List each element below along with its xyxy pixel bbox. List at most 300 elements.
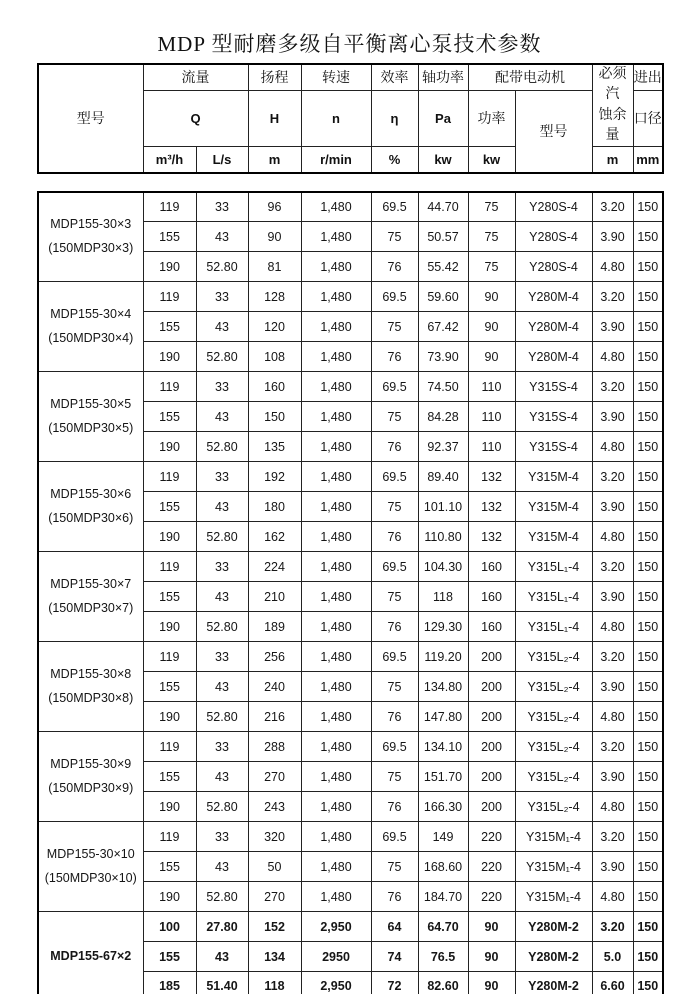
cell-flow-m3h: 119 bbox=[143, 372, 196, 402]
cell-motor-model: Y280S-4 bbox=[515, 192, 592, 222]
cell-motor-power-kw: 75 bbox=[468, 252, 515, 282]
cell-head-m: 81 bbox=[248, 252, 301, 282]
cell-npsh-m: 4.80 bbox=[592, 432, 633, 462]
pump-model-cell bbox=[38, 912, 143, 994]
header-port-line1: 进出 bbox=[633, 64, 663, 90]
cell-flow-m3h: 119 bbox=[143, 462, 196, 492]
cell-speed-rpm: 1,480 bbox=[301, 642, 371, 672]
cell-flow-ls: 52.80 bbox=[196, 432, 248, 462]
cell-flow-ls: 33 bbox=[196, 822, 248, 852]
cell-speed-rpm: 1,480 bbox=[301, 822, 371, 852]
cell-shaft-power-kw: 147.80 bbox=[418, 702, 468, 732]
cell-head-m: 270 bbox=[248, 762, 301, 792]
cell-motor-power-kw: 220 bbox=[468, 822, 515, 852]
cell-port-mm: 150 bbox=[633, 282, 663, 312]
cell-motor-model: Y315L₂-4 bbox=[515, 732, 592, 762]
cell-flow-ls: 43 bbox=[196, 312, 248, 342]
cell-flow-m3h: 190 bbox=[143, 612, 196, 642]
cell-port-mm: 150 bbox=[633, 792, 663, 822]
cell-head-m: 240 bbox=[248, 672, 301, 702]
cell-head-m: 180 bbox=[248, 492, 301, 522]
header-flow-unit-m3h: m³/h bbox=[143, 147, 196, 173]
cell-npsh-m: 4.80 bbox=[592, 342, 633, 372]
pump-model-cell bbox=[38, 462, 143, 552]
cell-efficiency-pct: 75 bbox=[371, 582, 418, 612]
cell-shaft-power-kw: 74.50 bbox=[418, 372, 468, 402]
header-port-unit: mm bbox=[633, 147, 663, 173]
cell-npsh-m: 3.20 bbox=[592, 912, 633, 942]
cell-motor-power-kw: 132 bbox=[468, 522, 515, 552]
cell-motor-model: Y315L₁-4 bbox=[515, 612, 592, 642]
cell-motor-model: Y315M₁-4 bbox=[515, 852, 592, 882]
cell-flow-m3h: 155 bbox=[143, 852, 196, 882]
cell-flow-ls: 33 bbox=[196, 462, 248, 492]
cell-efficiency-pct: 69.5 bbox=[371, 372, 418, 402]
cell-port-mm: 150 bbox=[633, 402, 663, 432]
cell-head-m: 118 bbox=[248, 972, 301, 994]
cell-motor-model: Y280S-4 bbox=[515, 252, 592, 282]
cell-port-mm: 150 bbox=[633, 702, 663, 732]
header-shaft-power-unit: kw bbox=[418, 147, 468, 173]
cell-motor-power-kw: 110 bbox=[468, 432, 515, 462]
cell-port-mm: 150 bbox=[633, 642, 663, 672]
cell-flow-ls: 43 bbox=[196, 222, 248, 252]
cell-port-mm: 150 bbox=[633, 252, 663, 282]
cell-efficiency-pct: 69.5 bbox=[371, 642, 418, 672]
pump-model-name: MDP155-30×6 bbox=[50, 486, 132, 501]
cell-speed-rpm: 1,480 bbox=[301, 792, 371, 822]
cell-port-mm: 150 bbox=[633, 732, 663, 762]
pump-model-cell bbox=[38, 282, 143, 372]
cell-head-m: 162 bbox=[248, 522, 301, 552]
cell-port-mm: 150 bbox=[633, 582, 663, 612]
cell-speed-rpm: 1,480 bbox=[301, 492, 371, 522]
cell-speed-rpm: 1,480 bbox=[301, 522, 371, 552]
cell-head-m: 224 bbox=[248, 552, 301, 582]
cell-efficiency-pct: 76 bbox=[371, 252, 418, 282]
header-motor-model: 型号 bbox=[515, 90, 592, 173]
cell-npsh-m: 3.20 bbox=[592, 282, 633, 312]
header-motor-power-unit: kw bbox=[468, 147, 515, 173]
pump-model-alt-name: (150MDP30×4) bbox=[48, 330, 134, 345]
cell-speed-rpm: 2950 bbox=[301, 942, 371, 972]
cell-motor-model: Y315L₁-4 bbox=[515, 552, 592, 582]
cell-motor-model: Y315S-4 bbox=[515, 372, 592, 402]
cell-npsh-m: 3.90 bbox=[592, 492, 633, 522]
cell-npsh-m: 3.20 bbox=[592, 552, 633, 582]
header-flow-unit-ls: L/s bbox=[196, 147, 248, 173]
cell-shaft-power-kw: 89.40 bbox=[418, 462, 468, 492]
cell-flow-m3h: 190 bbox=[143, 432, 196, 462]
cell-shaft-power-kw: 119.20 bbox=[418, 642, 468, 672]
cell-port-mm: 150 bbox=[633, 612, 663, 642]
cell-speed-rpm: 1,480 bbox=[301, 312, 371, 342]
cell-port-mm: 150 bbox=[633, 192, 663, 222]
cell-head-m: 108 bbox=[248, 342, 301, 372]
cell-motor-model: Y315L₂-4 bbox=[515, 672, 592, 702]
pump-model-name: MDP155-30×7 bbox=[50, 576, 132, 591]
table-row bbox=[38, 642, 663, 672]
pump-model-name: MDP155-30×5 bbox=[50, 396, 132, 411]
cell-efficiency-pct: 69.5 bbox=[371, 282, 418, 312]
cell-port-mm: 150 bbox=[633, 912, 663, 942]
cell-flow-m3h: 119 bbox=[143, 282, 196, 312]
header-shaft-power-symbol: Pa bbox=[418, 90, 468, 147]
cell-port-mm: 150 bbox=[633, 372, 663, 402]
cell-shaft-power-kw: 67.42 bbox=[418, 312, 468, 342]
cell-efficiency-pct: 74 bbox=[371, 942, 418, 972]
header-npsh bbox=[592, 64, 633, 147]
header-npsh-unit: m bbox=[592, 147, 633, 173]
pump-model-cell bbox=[38, 642, 143, 732]
cell-shaft-power-kw: 82.60 bbox=[418, 972, 468, 994]
cell-port-mm: 150 bbox=[633, 492, 663, 522]
cell-motor-power-kw: 160 bbox=[468, 552, 515, 582]
cell-flow-m3h: 155 bbox=[143, 402, 196, 432]
cell-head-m: 288 bbox=[248, 732, 301, 762]
cell-npsh-m: 3.90 bbox=[592, 312, 633, 342]
table-row bbox=[38, 552, 663, 582]
cell-motor-model: Y315L₂-4 bbox=[515, 642, 592, 672]
cell-motor-model: Y280M-4 bbox=[515, 312, 592, 342]
pump-model-name: MDP155-30×4 bbox=[50, 306, 132, 321]
cell-head-m: 160 bbox=[248, 372, 301, 402]
cell-npsh-m: 6.60 bbox=[592, 972, 633, 994]
header-motor-power: 功率 bbox=[468, 90, 515, 147]
cell-motor-model: Y315M-4 bbox=[515, 492, 592, 522]
cell-npsh-m: 3.90 bbox=[592, 852, 633, 882]
table-row bbox=[38, 822, 663, 852]
cell-motor-model: Y315M₁-4 bbox=[515, 882, 592, 912]
table-row bbox=[38, 372, 663, 402]
cell-speed-rpm: 1,480 bbox=[301, 402, 371, 432]
cell-flow-m3h: 155 bbox=[143, 942, 196, 972]
header-npsh-line2: 蚀余量 bbox=[598, 107, 627, 143]
cell-motor-power-kw: 90 bbox=[468, 912, 515, 942]
cell-head-m: 216 bbox=[248, 702, 301, 732]
pump-model-cell bbox=[38, 372, 143, 462]
cell-efficiency-pct: 75 bbox=[371, 672, 418, 702]
header-head-unit: m bbox=[248, 147, 301, 173]
cell-efficiency-pct: 69.5 bbox=[371, 822, 418, 852]
cell-npsh-m: 4.80 bbox=[592, 612, 633, 642]
cell-npsh-m: 3.20 bbox=[592, 462, 633, 492]
cell-port-mm: 150 bbox=[633, 342, 663, 372]
cell-flow-m3h: 190 bbox=[143, 882, 196, 912]
cell-motor-model: Y280M-2 bbox=[515, 912, 592, 942]
cell-flow-ls: 52.80 bbox=[196, 702, 248, 732]
cell-head-m: 134 bbox=[248, 942, 301, 972]
cell-shaft-power-kw: 134.80 bbox=[418, 672, 468, 702]
cell-npsh-m: 3.90 bbox=[592, 672, 633, 702]
cell-speed-rpm: 1,480 bbox=[301, 732, 371, 762]
pump-model-alt-name: (150MDP30×9) bbox=[48, 780, 134, 795]
cell-motor-model: Y315L₂-4 bbox=[515, 702, 592, 732]
cell-motor-power-kw: 200 bbox=[468, 792, 515, 822]
cell-head-m: 210 bbox=[248, 582, 301, 612]
cell-efficiency-pct: 69.5 bbox=[371, 732, 418, 762]
cell-shaft-power-kw: 151.70 bbox=[418, 762, 468, 792]
cell-efficiency-pct: 69.5 bbox=[371, 462, 418, 492]
cell-speed-rpm: 1,480 bbox=[301, 852, 371, 882]
cell-motor-model: Y315M-4 bbox=[515, 462, 592, 492]
header-pump-model: 型号 bbox=[38, 64, 143, 173]
cell-motor-model: Y315S-4 bbox=[515, 432, 592, 462]
header-speed-unit: r/min bbox=[301, 147, 371, 173]
header-table bbox=[37, 63, 664, 174]
cell-npsh-m: 3.20 bbox=[592, 822, 633, 852]
cell-shaft-power-kw: 64.70 bbox=[418, 912, 468, 942]
pump-model-name: MDP155-30×10 bbox=[46, 846, 135, 861]
pump-model-alt-name: (150MDP30×8) bbox=[48, 690, 134, 705]
cell-motor-model: Y315L₂-4 bbox=[515, 792, 592, 822]
cell-motor-model: Y315L₂-4 bbox=[515, 762, 592, 792]
header-row-1 bbox=[38, 64, 663, 90]
cell-port-mm: 150 bbox=[633, 942, 663, 972]
cell-flow-m3h: 155 bbox=[143, 312, 196, 342]
cell-efficiency-pct: 69.5 bbox=[371, 192, 418, 222]
cell-shaft-power-kw: 59.60 bbox=[418, 282, 468, 312]
table-row bbox=[38, 192, 663, 222]
cell-shaft-power-kw: 50.57 bbox=[418, 222, 468, 252]
cell-motor-power-kw: 220 bbox=[468, 882, 515, 912]
cell-flow-ls: 33 bbox=[196, 282, 248, 312]
cell-motor-power-kw: 90 bbox=[468, 282, 515, 312]
cell-head-m: 90 bbox=[248, 222, 301, 252]
cell-head-m: 192 bbox=[248, 462, 301, 492]
cell-speed-rpm: 1,480 bbox=[301, 552, 371, 582]
cell-shaft-power-kw: 166.30 bbox=[418, 792, 468, 822]
cell-port-mm: 150 bbox=[633, 312, 663, 342]
cell-efficiency-pct: 76 bbox=[371, 612, 418, 642]
cell-port-mm: 150 bbox=[633, 552, 663, 582]
cell-motor-model: Y280M-2 bbox=[515, 972, 592, 994]
cell-speed-rpm: 1,480 bbox=[301, 882, 371, 912]
cell-speed-rpm: 1,480 bbox=[301, 702, 371, 732]
cell-port-mm: 150 bbox=[633, 762, 663, 792]
data-table bbox=[37, 191, 664, 994]
cell-efficiency-pct: 76 bbox=[371, 342, 418, 372]
pump-model-alt-name: (150MDP30×10) bbox=[44, 870, 137, 885]
header-shaft-power: 轴功率 bbox=[418, 64, 468, 90]
cell-shaft-power-kw: 73.90 bbox=[418, 342, 468, 372]
table-row bbox=[38, 462, 663, 492]
cell-motor-power-kw: 160 bbox=[468, 582, 515, 612]
cell-port-mm: 150 bbox=[633, 972, 663, 994]
table-row bbox=[38, 282, 663, 312]
pump-model-alt-name: (150MDP30×5) bbox=[48, 420, 134, 435]
cell-speed-rpm: 1,480 bbox=[301, 582, 371, 612]
cell-port-mm: 150 bbox=[633, 882, 663, 912]
cell-motor-power-kw: 90 bbox=[468, 312, 515, 342]
cell-head-m: 189 bbox=[248, 612, 301, 642]
cell-motor-model: Y315M-4 bbox=[515, 522, 592, 552]
pump-model-cell bbox=[38, 822, 143, 912]
pump-model-cell bbox=[38, 732, 143, 822]
cell-flow-m3h: 190 bbox=[143, 792, 196, 822]
pump-model-alt-name: (150MDP30×6) bbox=[48, 510, 134, 525]
cell-head-m: 270 bbox=[248, 882, 301, 912]
cell-flow-ls: 33 bbox=[196, 642, 248, 672]
cell-motor-power-kw: 110 bbox=[468, 402, 515, 432]
cell-motor-model: Y315L₁-4 bbox=[515, 582, 592, 612]
cell-npsh-m: 4.80 bbox=[592, 792, 633, 822]
cell-head-m: 96 bbox=[248, 192, 301, 222]
cell-motor-power-kw: 75 bbox=[468, 192, 515, 222]
cell-flow-m3h: 119 bbox=[143, 642, 196, 672]
header-speed-symbol: n bbox=[301, 90, 371, 147]
cell-npsh-m: 4.80 bbox=[592, 882, 633, 912]
cell-flow-m3h: 119 bbox=[143, 732, 196, 762]
cell-npsh-m: 4.80 bbox=[592, 252, 633, 282]
cell-head-m: 243 bbox=[248, 792, 301, 822]
pump-model-alt-name: (150MDP30×3) bbox=[48, 240, 134, 255]
header-motor: 配带电动机 bbox=[468, 64, 592, 90]
cell-npsh-m: 3.90 bbox=[592, 402, 633, 432]
pump-model-cell bbox=[38, 192, 143, 282]
cell-efficiency-pct: 75 bbox=[371, 312, 418, 342]
cell-port-mm: 150 bbox=[633, 822, 663, 852]
cell-shaft-power-kw: 92.37 bbox=[418, 432, 468, 462]
cell-motor-power-kw: 200 bbox=[468, 642, 515, 672]
cell-motor-power-kw: 160 bbox=[468, 612, 515, 642]
cell-efficiency-pct: 75 bbox=[371, 852, 418, 882]
cell-efficiency-pct: 75 bbox=[371, 402, 418, 432]
cell-npsh-m: 4.80 bbox=[592, 522, 633, 552]
page-title: MDP 型耐磨多级自平衡离心泵技术参数 bbox=[157, 32, 542, 56]
cell-efficiency-pct: 76 bbox=[371, 522, 418, 552]
pump-model-alt-name: (150MDP30×7) bbox=[48, 600, 134, 615]
header-efficiency: 效率 bbox=[371, 64, 418, 90]
cell-shaft-power-kw: 184.70 bbox=[418, 882, 468, 912]
cell-flow-ls: 43 bbox=[196, 762, 248, 792]
cell-flow-m3h: 190 bbox=[143, 522, 196, 552]
cell-head-m: 256 bbox=[248, 642, 301, 672]
table-row bbox=[38, 912, 663, 942]
cell-efficiency-pct: 72 bbox=[371, 972, 418, 994]
cell-efficiency-pct: 64 bbox=[371, 912, 418, 942]
cell-flow-ls: 43 bbox=[196, 402, 248, 432]
cell-efficiency-pct: 76 bbox=[371, 702, 418, 732]
cell-npsh-m: 3.90 bbox=[592, 762, 633, 792]
cell-port-mm: 150 bbox=[633, 522, 663, 552]
cell-shaft-power-kw: 101.10 bbox=[418, 492, 468, 522]
cell-flow-ls: 33 bbox=[196, 732, 248, 762]
cell-flow-m3h: 155 bbox=[143, 762, 196, 792]
cell-flow-m3h: 190 bbox=[143, 252, 196, 282]
pump-model-cell bbox=[38, 552, 143, 642]
cell-npsh-m: 4.80 bbox=[592, 702, 633, 732]
pump-model-name: MDP155-30×9 bbox=[50, 756, 132, 771]
cell-flow-ls: 33 bbox=[196, 372, 248, 402]
cell-head-m: 135 bbox=[248, 432, 301, 462]
cell-flow-m3h: 155 bbox=[143, 672, 196, 702]
cell-motor-model: Y280S-4 bbox=[515, 222, 592, 252]
cell-flow-m3h: 155 bbox=[143, 582, 196, 612]
cell-speed-rpm: 1,480 bbox=[301, 612, 371, 642]
pump-model-name: MDP155-67×2 bbox=[50, 948, 132, 963]
cell-flow-ls: 52.80 bbox=[196, 612, 248, 642]
cell-speed-rpm: 1,480 bbox=[301, 432, 371, 462]
cell-speed-rpm: 2,950 bbox=[301, 972, 371, 994]
cell-speed-rpm: 1,480 bbox=[301, 762, 371, 792]
cell-flow-ls: 43 bbox=[196, 492, 248, 522]
cell-motor-power-kw: 200 bbox=[468, 762, 515, 792]
cell-motor-power-kw: 90 bbox=[468, 342, 515, 372]
cell-motor-power-kw: 90 bbox=[468, 942, 515, 972]
cell-flow-ls: 27.80 bbox=[196, 912, 248, 942]
cell-motor-power-kw: 90 bbox=[468, 972, 515, 994]
cell-head-m: 50 bbox=[248, 852, 301, 882]
cell-flow-ls: 51.40 bbox=[196, 972, 248, 994]
cell-port-mm: 150 bbox=[633, 222, 663, 252]
header-efficiency-symbol: η bbox=[371, 90, 418, 147]
cell-shaft-power-kw: 104.30 bbox=[418, 552, 468, 582]
cell-motor-power-kw: 132 bbox=[468, 462, 515, 492]
cell-shaft-power-kw: 110.80 bbox=[418, 522, 468, 552]
cell-efficiency-pct: 76 bbox=[371, 882, 418, 912]
cell-shaft-power-kw: 118 bbox=[418, 582, 468, 612]
cell-speed-rpm: 1,480 bbox=[301, 342, 371, 372]
cell-speed-rpm: 1,480 bbox=[301, 222, 371, 252]
cell-speed-rpm: 1,480 bbox=[301, 192, 371, 222]
cell-npsh-m: 3.20 bbox=[592, 372, 633, 402]
cell-flow-m3h: 155 bbox=[143, 222, 196, 252]
pump-model-name: MDP155-30×3 bbox=[50, 217, 132, 232]
cell-port-mm: 150 bbox=[633, 672, 663, 702]
cell-motor-model: Y315M₁-4 bbox=[515, 822, 592, 852]
cell-motor-power-kw: 200 bbox=[468, 732, 515, 762]
cell-flow-m3h: 185 bbox=[143, 972, 196, 994]
header-flow-symbol: Q bbox=[143, 90, 248, 147]
cell-flow-m3h: 119 bbox=[143, 192, 196, 222]
cell-speed-rpm: 2,950 bbox=[301, 912, 371, 942]
cell-head-m: 128 bbox=[248, 282, 301, 312]
header-npsh-line1: 必须汽 bbox=[598, 67, 627, 103]
cell-port-mm: 150 bbox=[633, 432, 663, 462]
cell-motor-power-kw: 132 bbox=[468, 492, 515, 522]
cell-npsh-m: 3.20 bbox=[592, 192, 633, 222]
cell-head-m: 152 bbox=[248, 912, 301, 942]
cell-flow-ls: 43 bbox=[196, 852, 248, 882]
cell-flow-m3h: 119 bbox=[143, 822, 196, 852]
cell-head-m: 320 bbox=[248, 822, 301, 852]
cell-flow-ls: 33 bbox=[196, 192, 248, 222]
cell-head-m: 150 bbox=[248, 402, 301, 432]
cell-flow-ls: 52.80 bbox=[196, 522, 248, 552]
cell-flow-ls: 52.80 bbox=[196, 792, 248, 822]
cell-shaft-power-kw: 134.10 bbox=[418, 732, 468, 762]
cell-flow-m3h: 119 bbox=[143, 552, 196, 582]
cell-motor-power-kw: 200 bbox=[468, 672, 515, 702]
cell-port-mm: 150 bbox=[633, 852, 663, 882]
header-head: 扬程 bbox=[248, 64, 301, 90]
cell-motor-model: Y315S-4 bbox=[515, 402, 592, 432]
cell-speed-rpm: 1,480 bbox=[301, 672, 371, 702]
cell-speed-rpm: 1,480 bbox=[301, 372, 371, 402]
cell-port-mm: 150 bbox=[633, 462, 663, 492]
cell-speed-rpm: 1,480 bbox=[301, 252, 371, 282]
cell-efficiency-pct: 69.5 bbox=[371, 552, 418, 582]
pump-model-name: MDP155-30×8 bbox=[50, 666, 132, 681]
cell-efficiency-pct: 75 bbox=[371, 222, 418, 252]
cell-flow-ls: 52.80 bbox=[196, 882, 248, 912]
cell-npsh-m: 3.20 bbox=[592, 732, 633, 762]
cell-flow-ls: 43 bbox=[196, 582, 248, 612]
cell-shaft-power-kw: 149 bbox=[418, 822, 468, 852]
cell-shaft-power-kw: 168.60 bbox=[418, 852, 468, 882]
cell-npsh-m: 3.20 bbox=[592, 642, 633, 672]
